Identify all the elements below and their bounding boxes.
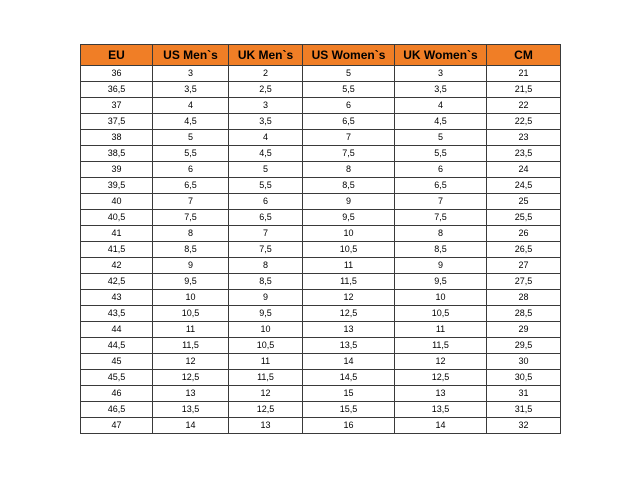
cell-uk-mens: 11,5 (229, 370, 303, 386)
cell-uk-mens: 10,5 (229, 338, 303, 354)
table-row (81, 306, 561, 322)
cell-uk-mens: 12,5 (229, 402, 303, 418)
cell-us-womens: 8 (303, 162, 395, 178)
cell-us-womens: 10,5 (303, 242, 395, 258)
cell-us-mens: 5 (153, 130, 229, 146)
cell-eu: 46 (81, 386, 153, 402)
cell-us-mens: 12 (153, 354, 229, 370)
cell-us-womens: 15 (303, 386, 395, 402)
cell-cm: 22 (487, 98, 561, 114)
table-row (81, 242, 561, 258)
header-uk-mens: UK Men`s (229, 45, 303, 66)
table-row (81, 338, 561, 354)
cell-eu: 42 (81, 258, 153, 274)
cell-cm: 24,5 (487, 178, 561, 194)
cell-us-womens: 10 (303, 226, 395, 242)
cell-uk-womens: 9 (395, 258, 487, 274)
cell-cm: 29,5 (487, 338, 561, 354)
cell-us-mens: 7 (153, 194, 229, 210)
cell-uk-womens: 13,5 (395, 402, 487, 418)
cell-us-mens: 12,5 (153, 370, 229, 386)
cell-cm: 28 (487, 290, 561, 306)
cell-eu: 43 (81, 290, 153, 306)
cell-us-mens: 13 (153, 386, 229, 402)
table-row (81, 162, 561, 178)
cell-cm: 32 (487, 418, 561, 434)
cell-eu: 38 (81, 130, 153, 146)
cell-us-womens: 15,5 (303, 402, 395, 418)
cell-eu: 41 (81, 226, 153, 242)
cell-uk-womens: 9,5 (395, 274, 487, 290)
cell-us-womens: 7,5 (303, 146, 395, 162)
table-row (81, 354, 561, 370)
cell-uk-womens: 6 (395, 162, 487, 178)
cell-cm: 22,5 (487, 114, 561, 130)
cell-uk-mens: 6 (229, 194, 303, 210)
cell-us-womens: 6,5 (303, 114, 395, 130)
cell-cm: 21 (487, 66, 561, 82)
cell-uk-womens: 13 (395, 386, 487, 402)
cell-uk-womens: 10,5 (395, 306, 487, 322)
cell-us-mens: 4 (153, 98, 229, 114)
cell-us-womens: 5,5 (303, 82, 395, 98)
cell-eu: 44 (81, 322, 153, 338)
header-cm: CM (487, 45, 561, 66)
cell-uk-womens: 7 (395, 194, 487, 210)
cell-cm: 25,5 (487, 210, 561, 226)
cell-uk-womens: 3 (395, 66, 487, 82)
cell-uk-mens: 12 (229, 386, 303, 402)
cell-us-mens: 11 (153, 322, 229, 338)
cell-uk-womens: 11,5 (395, 338, 487, 354)
cell-uk-mens: 2 (229, 66, 303, 82)
cell-uk-womens: 10 (395, 290, 487, 306)
cell-uk-mens: 8 (229, 258, 303, 274)
cell-cm: 29 (487, 322, 561, 338)
cell-uk-mens: 4,5 (229, 146, 303, 162)
table-row (81, 210, 561, 226)
cell-cm: 24 (487, 162, 561, 178)
cell-us-mens: 9,5 (153, 274, 229, 290)
cell-cm: 23,5 (487, 146, 561, 162)
cell-uk-mens: 9,5 (229, 306, 303, 322)
table-row (81, 290, 561, 306)
cell-eu: 38,5 (81, 146, 153, 162)
cell-us-womens: 13 (303, 322, 395, 338)
header-us-mens: US Men`s (153, 45, 229, 66)
cell-uk-womens: 8 (395, 226, 487, 242)
cell-us-womens: 9,5 (303, 210, 395, 226)
cell-us-womens: 9 (303, 194, 395, 210)
cell-eu: 46,5 (81, 402, 153, 418)
cell-uk-womens: 5,5 (395, 146, 487, 162)
cell-us-womens: 13,5 (303, 338, 395, 354)
cell-us-mens: 7,5 (153, 210, 229, 226)
cell-uk-mens: 13 (229, 418, 303, 434)
table-row (81, 178, 561, 194)
cell-cm: 31 (487, 386, 561, 402)
table-row (81, 226, 561, 242)
cell-uk-mens: 11 (229, 354, 303, 370)
cell-us-mens: 4,5 (153, 114, 229, 130)
cell-eu: 40 (81, 194, 153, 210)
cell-eu: 45,5 (81, 370, 153, 386)
cell-us-mens: 3 (153, 66, 229, 82)
table-row (81, 274, 561, 290)
cell-uk-mens: 3 (229, 98, 303, 114)
table-row (81, 98, 561, 114)
cell-cm: 31,5 (487, 402, 561, 418)
cell-uk-womens: 8,5 (395, 242, 487, 258)
cell-cm: 26 (487, 226, 561, 242)
cell-us-mens: 10 (153, 290, 229, 306)
cell-us-mens: 6 (153, 162, 229, 178)
cell-eu: 36,5 (81, 82, 153, 98)
cell-us-mens: 14 (153, 418, 229, 434)
cell-uk-mens: 7 (229, 226, 303, 242)
cell-cm: 21,5 (487, 82, 561, 98)
table-row (81, 66, 561, 82)
cell-cm: 23 (487, 130, 561, 146)
cell-eu: 39 (81, 162, 153, 178)
cell-us-womens: 7 (303, 130, 395, 146)
cell-uk-mens: 6,5 (229, 210, 303, 226)
cell-uk-womens: 11 (395, 322, 487, 338)
cell-cm: 30 (487, 354, 561, 370)
cell-us-mens: 3,5 (153, 82, 229, 98)
cell-uk-womens: 3,5 (395, 82, 487, 98)
cell-uk-mens: 3,5 (229, 114, 303, 130)
table-row (81, 322, 561, 338)
table-row (81, 258, 561, 274)
table-header (81, 45, 561, 66)
size-conversion-table (80, 44, 561, 434)
cell-eu: 43,5 (81, 306, 153, 322)
cell-uk-womens: 14 (395, 418, 487, 434)
cell-uk-mens: 8,5 (229, 274, 303, 290)
cell-cm: 26,5 (487, 242, 561, 258)
cell-us-womens: 16 (303, 418, 395, 434)
cell-us-womens: 12,5 (303, 306, 395, 322)
table-row (81, 146, 561, 162)
cell-eu: 44,5 (81, 338, 153, 354)
cell-cm: 28,5 (487, 306, 561, 322)
table-row (81, 370, 561, 386)
cell-eu: 40,5 (81, 210, 153, 226)
cell-uk-womens: 12 (395, 354, 487, 370)
cell-us-womens: 11,5 (303, 274, 395, 290)
cell-us-womens: 11 (303, 258, 395, 274)
table-row (81, 130, 561, 146)
header-us-womens: US Women`s (303, 45, 395, 66)
cell-eu: 45 (81, 354, 153, 370)
cell-cm: 30,5 (487, 370, 561, 386)
table-row (81, 194, 561, 210)
cell-eu: 47 (81, 418, 153, 434)
cell-us-mens: 10,5 (153, 306, 229, 322)
cell-us-mens: 9 (153, 258, 229, 274)
cell-uk-womens: 4 (395, 98, 487, 114)
cell-cm: 25 (487, 194, 561, 210)
cell-us-womens: 14,5 (303, 370, 395, 386)
cell-eu: 41,5 (81, 242, 153, 258)
cell-uk-mens: 10 (229, 322, 303, 338)
cell-us-mens: 8 (153, 226, 229, 242)
cell-cm: 27,5 (487, 274, 561, 290)
table-row (81, 82, 561, 98)
cell-us-womens: 8,5 (303, 178, 395, 194)
cell-eu: 36 (81, 66, 153, 82)
cell-us-mens: 8,5 (153, 242, 229, 258)
cell-us-womens: 14 (303, 354, 395, 370)
table-row (81, 114, 561, 130)
cell-us-womens: 6 (303, 98, 395, 114)
cell-eu: 42,5 (81, 274, 153, 290)
cell-uk-womens: 6,5 (395, 178, 487, 194)
table-row (81, 386, 561, 402)
cell-uk-mens: 2,5 (229, 82, 303, 98)
header-eu: EU (81, 45, 153, 66)
header-row (81, 45, 561, 66)
cell-uk-womens: 4,5 (395, 114, 487, 130)
table-row (81, 402, 561, 418)
cell-cm: 27 (487, 258, 561, 274)
table-row (81, 418, 561, 434)
header-uk-womens: UK Women`s (395, 45, 487, 66)
cell-us-mens: 6,5 (153, 178, 229, 194)
cell-uk-mens: 9 (229, 290, 303, 306)
cell-uk-womens: 7,5 (395, 210, 487, 226)
cell-eu: 39,5 (81, 178, 153, 194)
table-body (81, 66, 561, 434)
cell-us-mens: 13,5 (153, 402, 229, 418)
cell-uk-mens: 5,5 (229, 178, 303, 194)
cell-uk-mens: 5 (229, 162, 303, 178)
cell-uk-womens: 12,5 (395, 370, 487, 386)
cell-eu: 37 (81, 98, 153, 114)
cell-us-womens: 5 (303, 66, 395, 82)
cell-uk-womens: 5 (395, 130, 487, 146)
cell-us-mens: 5,5 (153, 146, 229, 162)
cell-us-womens: 12 (303, 290, 395, 306)
cell-eu: 37,5 (81, 114, 153, 130)
cell-uk-mens: 4 (229, 130, 303, 146)
cell-us-mens: 11,5 (153, 338, 229, 354)
cell-uk-mens: 7,5 (229, 242, 303, 258)
